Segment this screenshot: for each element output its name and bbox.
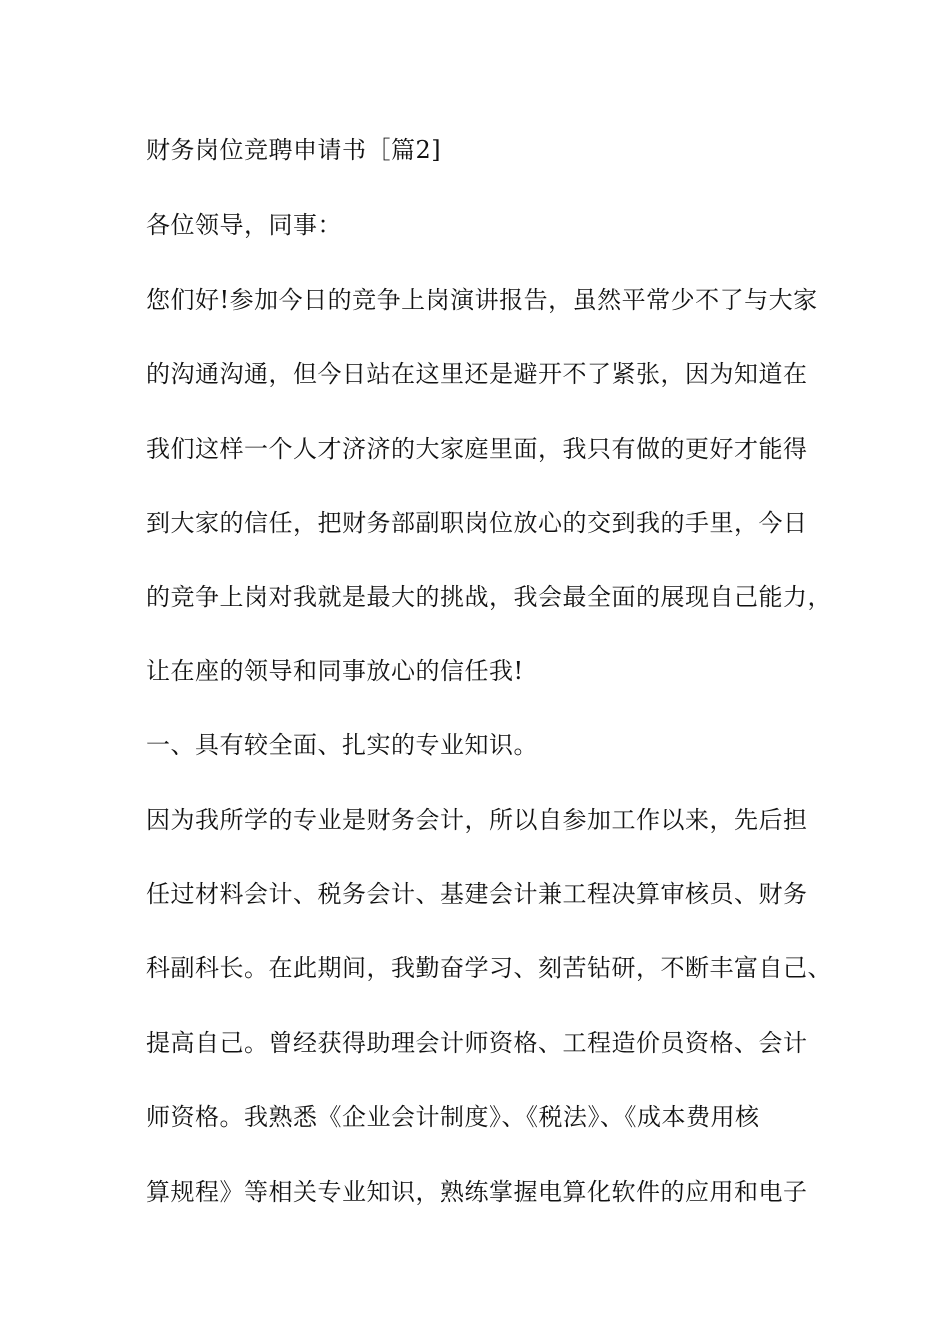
- section-heading: 一、具有较全面、扎实的专业知识。: [146, 731, 538, 759]
- text-line: 任过材料会计、税务会计、基建会计兼工程决算审核员、财务: [146, 880, 808, 908]
- text-line: 的竞争上岗对我就是最大的挑战，我会最全面的展现自己能力，: [146, 583, 832, 611]
- text-line: 我们这样一个人才济济的大家庭里面，我只有做的更好才能得: [146, 435, 808, 463]
- text-line: 师资格。我熟悉《企业会计制度》、《税法》、《成本费用核: [146, 1103, 760, 1131]
- text-line: 因为我所学的专业是财务会计，所以自参加工作以来，先后担: [146, 806, 808, 834]
- greeting: 各位领导，同事：: [146, 211, 342, 239]
- text-line: 提高自己。曾经获得助理会计师资格、工程造价员资格、会计: [146, 1029, 808, 1057]
- document-title: 财务岗位竞聘申请书［篇2]: [146, 136, 442, 164]
- text-line: 到大家的信任，把财务部副职岗位放心的交到我的手里，今日: [146, 509, 808, 537]
- text-line: 算规程》等相关专业知识，熟练掌握电算化软件的应用和电子: [146, 1178, 808, 1206]
- text-line: 科副科长。在此期间，我勤奋学习、刻苦钻研，不断丰富自己、: [146, 954, 832, 982]
- text-line: 让在座的领导和同事放心的信任我!: [146, 657, 524, 685]
- text-line: 的沟通沟通，但今日站在这里还是避开不了紧张，因为知道在: [146, 360, 808, 388]
- text-line: 您们好!参加今日的竞争上岗演讲报告，虽然平常少不了与大家: [146, 286, 818, 314]
